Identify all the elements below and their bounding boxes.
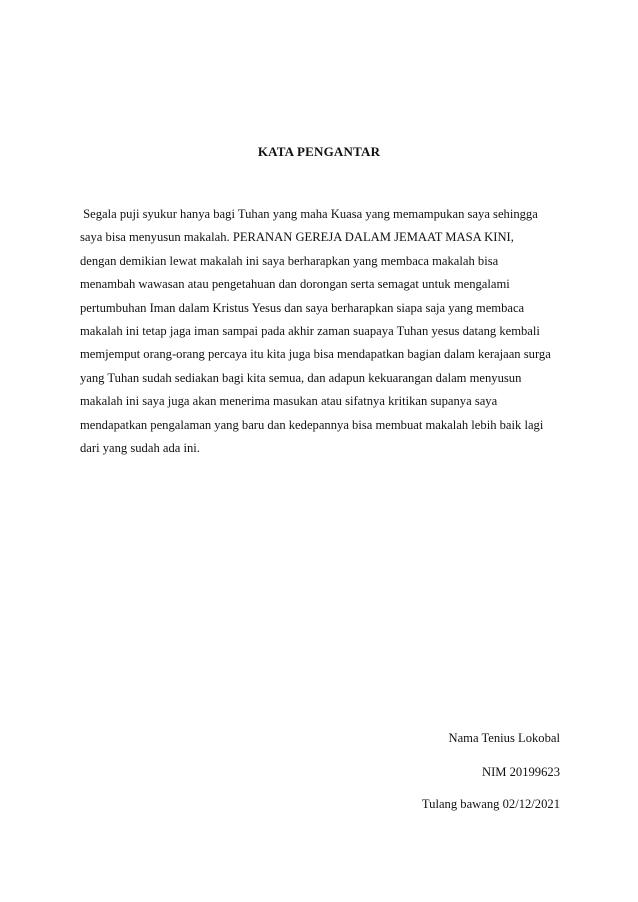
paragraph-line: makalah ini saya juga akan menerima masukan atau sifatnya kritikan supanya saya xyxy=(80,394,498,409)
paragraph-line: makalah ini tetap jaga iman sampai pada akhir zaman suapaya Tuhan yesus datang kembali xyxy=(80,323,540,338)
paragraph-line: dari yang sudah ada ini. xyxy=(80,440,200,455)
preface-paragraph xyxy=(80,203,570,460)
signature-name: Nama Tenius Lokobal xyxy=(448,731,560,745)
paragraph-line: dengan demikian lewat makalah ini saya berharapkan yang membaca makalah bisa xyxy=(80,253,499,268)
signature-nim: NIM 20199623 xyxy=(481,765,560,779)
paragraph-line: memjemput orang-orang percaya itu kita juga bisa mendapatkan bagian dalam kerajaan surga xyxy=(80,347,551,362)
signature-place-date: Tulang bawang 02/12/2021 xyxy=(421,797,560,811)
paragraph-line: mendapatkan pengalaman yang baru dan kedepannya bisa membuat makalah lebih baik lagi xyxy=(80,417,544,432)
paragraph-line: menambah wawasan atau pengetahuan dan dorongan serta semagat untuk mengalami xyxy=(80,277,510,292)
paragraph-line: saya bisa menyusun makalah. PERANAN GEREJA DALAM JEMAAT MASA KINI, xyxy=(80,230,514,245)
paragraph-line: yang Tuhan sudah sediakan bagi kita semua, dan adapun kekuarangan dalam menyusun xyxy=(80,370,522,385)
paragraph-line: Segala puji syukur hanya bagi Tuhan yang maha Kuasa yang memampukan saya sehingga xyxy=(80,207,538,221)
paragraph-line: pertumbuhan Iman dalam Kristus Yesus dan saya berharapkan siapa saja yang membaca xyxy=(80,300,525,315)
page-title: KATA PENGANTAR xyxy=(257,144,381,159)
